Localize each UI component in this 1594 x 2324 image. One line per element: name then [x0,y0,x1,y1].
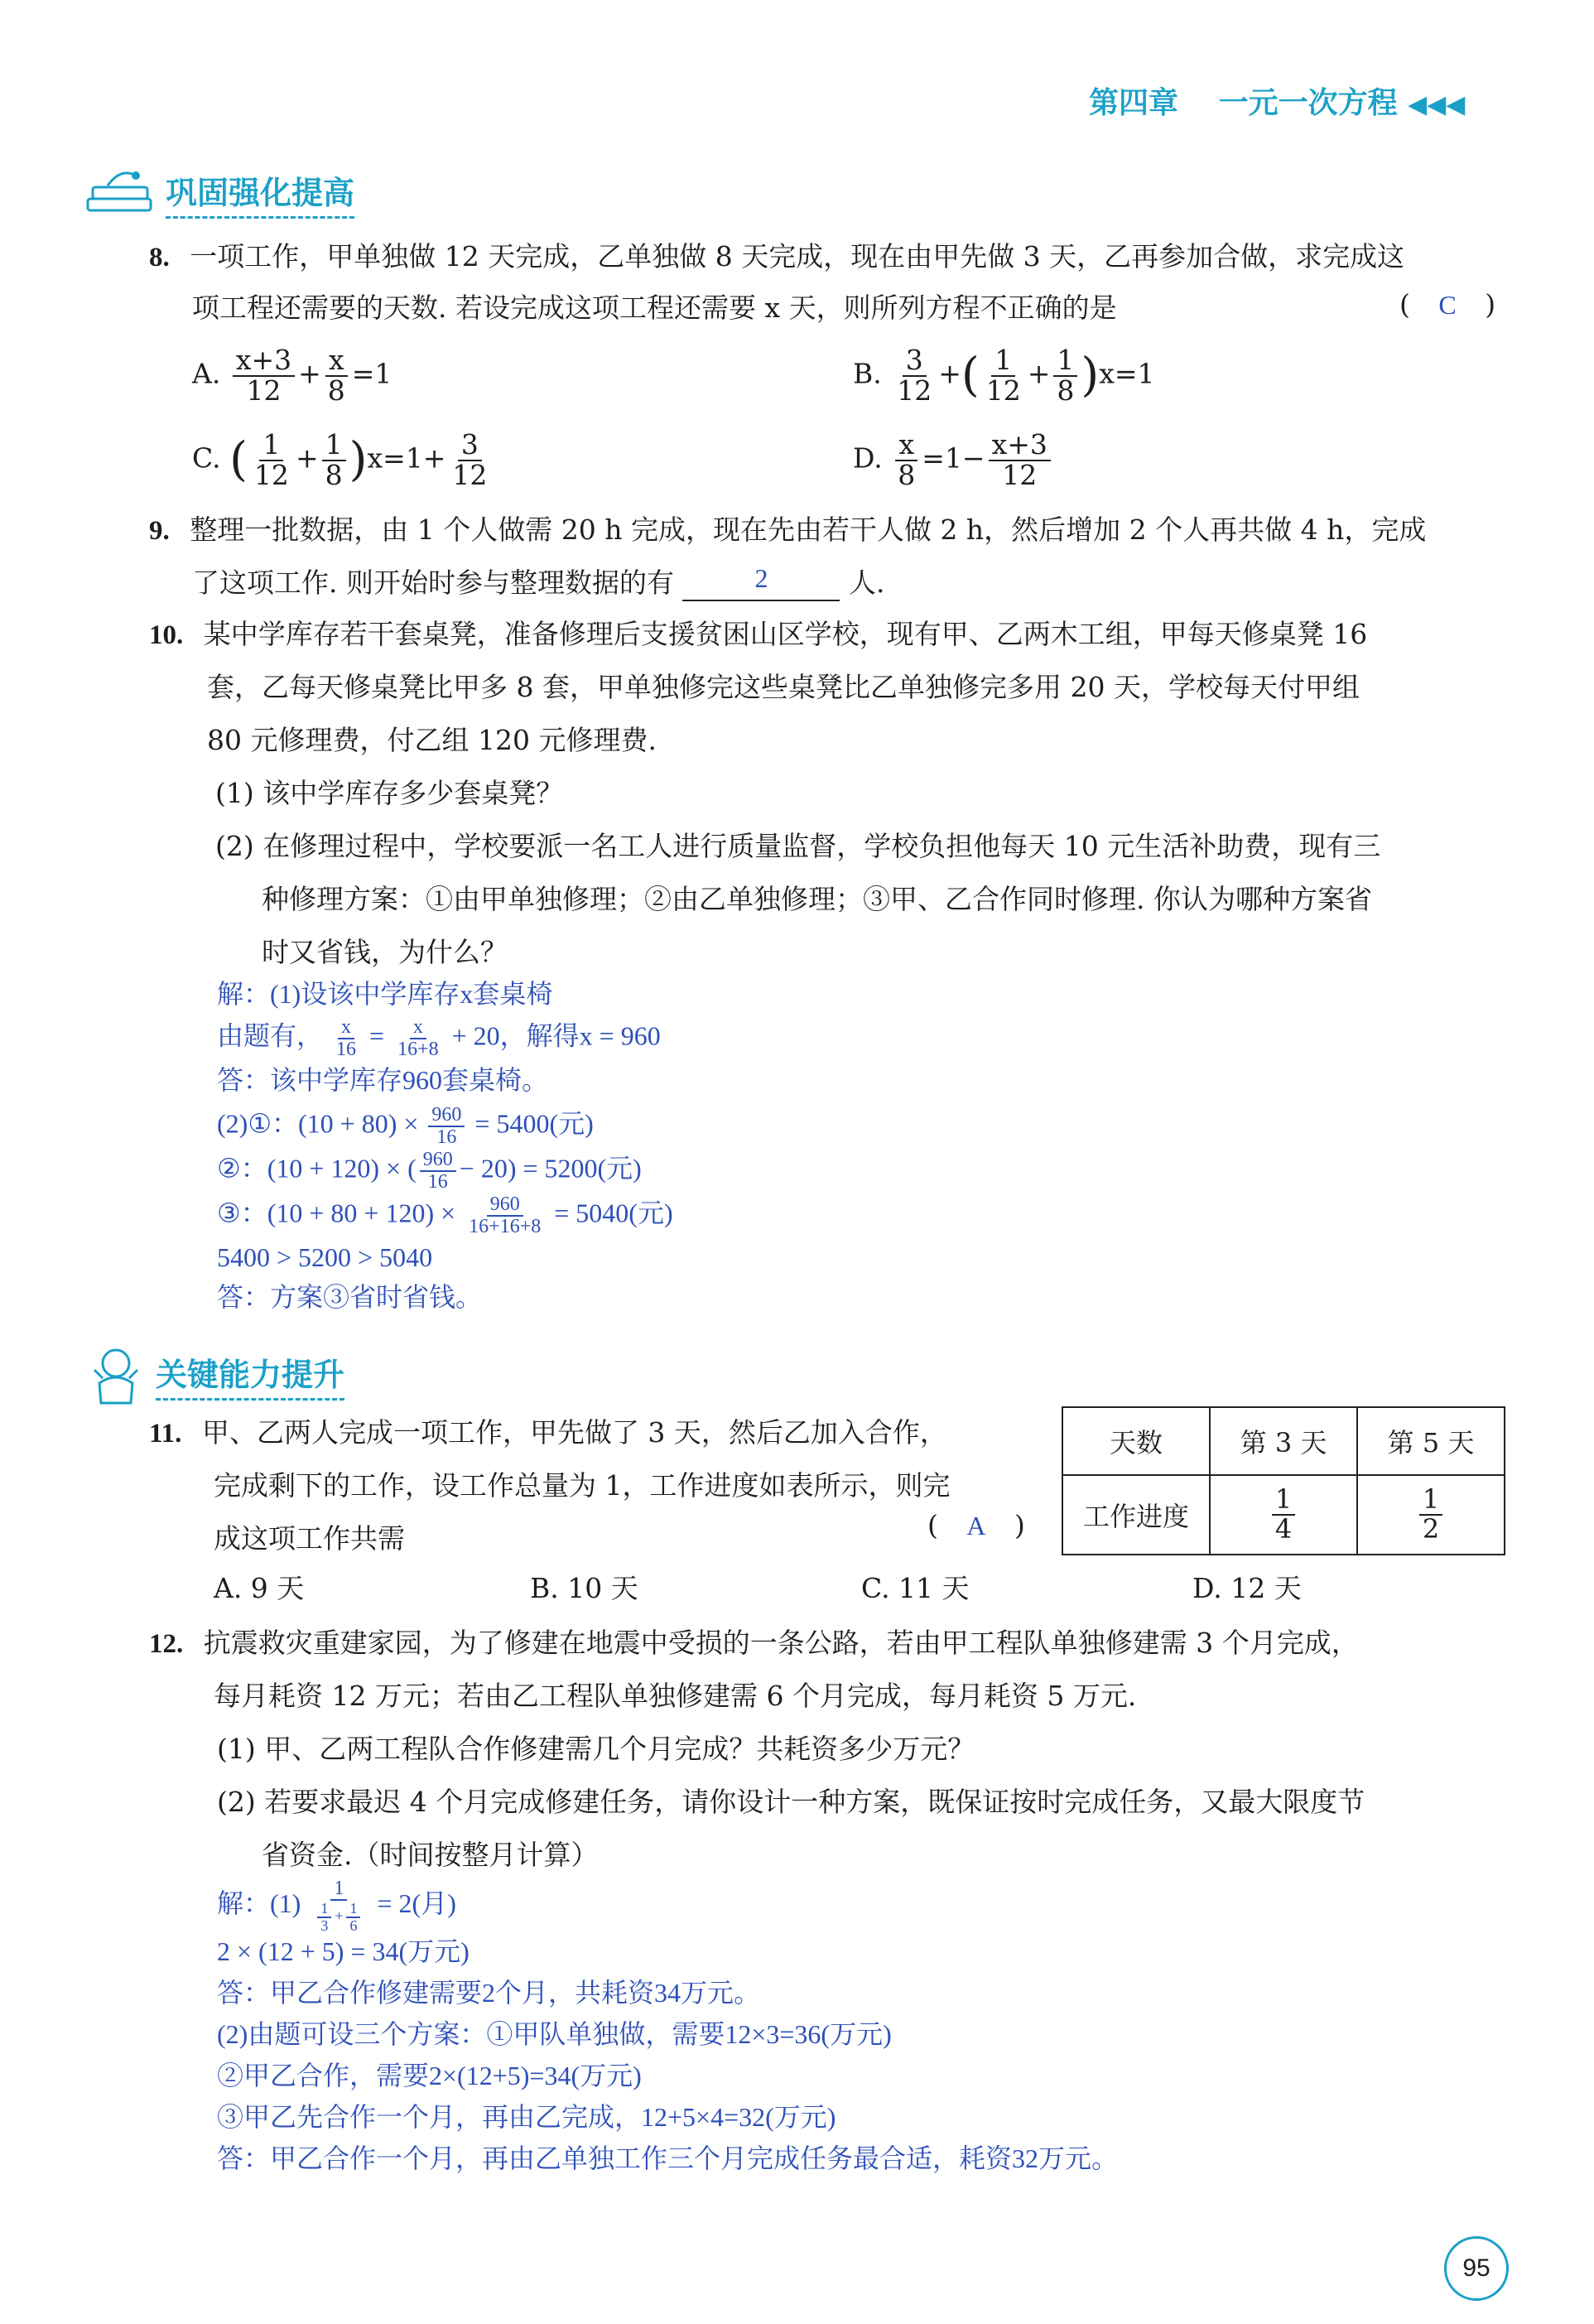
question-text: 成这项工作共需 [214,1522,405,1555]
option-a: A. 9 天 [214,1572,305,1604]
chapter-header [1089,80,1465,122]
sub-question: (1) 甲、乙两工程队合作修建需几个月完成？共耗资多少万元？ [217,1733,975,1765]
equation-rhs: =1 [351,357,392,390]
numerator: x [338,1017,354,1039]
operator: + [295,441,319,475]
question-12-line2 [214,1680,1136,1713]
denominator: 12 [985,374,1021,407]
denominator: 8 [898,458,916,491]
option-d: D. 12 天 [1192,1572,1302,1604]
question-text: 套，乙每天修桌凳比甲多 8 套，甲单独修完这些桌凳比乙单独修完多用 20 天，学校每天付甲组 [207,671,1360,703]
numerator: 1 [322,431,346,461]
solution-text: = 5400(元) [474,1108,594,1139]
question-text: 了这项工作. 则开始时参与整理数据的有 [192,567,674,599]
fraction [983,346,1024,405]
question-11-line2 [214,1469,951,1502]
numerator: x [325,346,348,377]
question-8 [149,240,1404,274]
fraction [333,1017,359,1060]
question-number: 12. [149,1629,184,1659]
solution-text: 5400 > 5200 > 5040 [217,1242,433,1272]
table-cell [1357,1475,1505,1555]
fraction [420,1150,456,1193]
denominator: 2 [1422,1513,1440,1545]
question-text: 人. [848,567,885,599]
question-text: 整理一批数据，由 1 个人做需 20 h 完成，现在先由若干人做 2 h，然后增加 2 个人再共做 4 h，完成 [190,513,1427,546]
numerator: 960 [487,1194,523,1217]
numerator: x+3 [989,431,1051,461]
option-label: C. [192,441,221,475]
option-c: C. 11 天 [861,1572,970,1604]
question-text: 项工程还需要的天数. 若设完成这项工程还需要 x 天，则所列方程不正确的是 [192,292,1117,324]
solution-text: 答：方案③省时省钱。 [217,1282,483,1312]
paren-open: ( [229,432,248,487]
sub-question: (2) 若要求最迟 4 个月完成修建任务，请你设计一种方案，既保证按时完成任务，又最大限度节 [217,1786,1365,1818]
solution-text: (2)由题可设三个方案：①甲队单独做，需要12×3=36(万元) [217,2019,892,2049]
fraction [449,428,490,491]
numerator: 1 [1053,346,1077,377]
numerator: x [895,431,917,461]
answer-bracket-11 [927,1509,1025,1542]
numerator: 960 [428,1105,465,1127]
solution-12-line3 [217,1976,760,2009]
question-10-sub2c [262,936,508,969]
denominator: 4 [1274,1513,1293,1545]
operator: = [369,1020,385,1051]
section-key-ability [83,1342,344,1408]
fraction [1419,1483,1442,1545]
chapter-label: 第四章 [1089,86,1179,120]
denominator: 16 [427,1171,448,1193]
section-title: 巩固强化提高 [166,167,354,219]
numerator: x [410,1017,426,1039]
question-10-line3 [207,724,657,757]
paren-close: ) [1081,348,1100,403]
solution-text: ②：(10 + 120) × ( [217,1153,417,1184]
solution-text: 答：该中学库存960套桌椅。 [217,1065,549,1095]
question-11-line3 [214,1522,405,1555]
answer-bracket-8 [1399,288,1495,321]
solution-10-line2 [217,1017,661,1060]
operator: + [1027,357,1051,390]
denominator: 6 [349,1917,358,1935]
solution-text: + 20，解得x = 960 [451,1020,661,1051]
bracket: ( [1399,288,1410,321]
numerator: 1 [346,1901,360,1918]
numerator: 3 [458,431,482,461]
equation-mid: =1− [922,441,985,475]
bracket: ( [927,1509,938,1541]
question-12-sub2a [217,1786,1365,1819]
denominator: 8 [1057,374,1075,407]
bracket: ) [1485,288,1496,321]
denominator [311,1901,367,1934]
bracket: ) [1014,1509,1025,1541]
table-row [1062,1475,1505,1555]
solution-text: 答：甲乙合作一个月，再由乙单独工作三个月完成任务最合适，耗资32万元。 [217,2143,1119,2173]
denominator: 16 [336,1039,357,1061]
fraction [1053,346,1077,405]
chapter-title: 一元一次方程 [1218,86,1398,120]
question-10-sub2b [262,883,1372,916]
fraction [394,1017,442,1060]
answer-choice: C [1438,290,1457,320]
denominator: 16+16+8 [469,1216,542,1238]
question-11 [149,1416,947,1450]
numerator: 1 [991,346,1015,377]
solution-text: ②甲乙合作，需要2×(12+5)=34(万元) [217,2061,642,2090]
option-d [853,428,1054,491]
table-cell [1210,1475,1357,1555]
mascot-icon [83,1342,149,1408]
question-text: 甲、乙两人完成一项工作，甲先做了 3 天，然后乙加入合作， [201,1416,947,1449]
solution-10-line4 [217,1105,594,1148]
solution-10-line7 [217,1241,432,1274]
section-title: 关键能力提升 [156,1349,344,1401]
numerator: 1 [1419,1486,1442,1516]
solution-text: = 5040(元) [554,1198,673,1228]
question-10-sub1 [215,777,563,810]
paren-close: ) [349,432,368,487]
chapter-arrows-icon: ◀◀◀ [1408,90,1466,119]
blank-answer: 2 [754,563,768,593]
equation-rhs: x=1 [1099,357,1155,390]
question-10 [149,618,1367,652]
denominator: 16+8 [397,1039,439,1061]
question-text: 某中学库存若干套桌凳，准备修理后支援贫困山区学校，现有甲、乙两木工组，甲每天修桌凳 16 [203,618,1368,650]
equation-rhs: x=1+ [367,441,446,475]
numerator: 1 [317,1901,331,1918]
sub-question: (2) 在修理过程中，学校要派一名工人进行质量监督，学校负担他每天 10 元生活补助费，现有三 [215,830,1381,862]
fraction [894,428,918,491]
solution-text: − 20) = 5200(元) [459,1153,642,1184]
solution-10-line6 [217,1194,673,1237]
solution-text: 2 × (12 + 5) = 34(万元) [217,1936,470,1966]
option-label: B. [853,357,882,390]
table-cell: 天数 [1062,1407,1210,1475]
question-text: 一项工作，甲单独做 12 天完成，乙单独做 8 天完成，现在由甲先做 3 天，乙再参加合做，求完成这 [190,240,1405,272]
numerator: x+3 [233,346,295,377]
operator: + [298,357,321,390]
question-number: 11. [149,1419,182,1449]
solution-text: ③：(10 + 80 + 120) × [217,1198,456,1228]
question-10-line2 [207,671,1360,704]
fraction [317,1901,331,1934]
sub-question: (1) 该中学库存多少套桌凳？ [215,777,564,809]
question-8-line2 [192,292,1117,325]
table-cell: 工作进度 [1062,1475,1210,1555]
question-9 [149,513,1426,547]
fraction [322,428,346,491]
denominator: 12 [253,458,289,491]
denominator: 12 [452,458,488,491]
question-10-sub2a [215,830,1380,863]
numerator: 1 [1272,1486,1295,1516]
table-cell: 第 3 天 [1210,1407,1357,1475]
option-label: D. [853,441,883,475]
solution-12-line7 [217,2142,1118,2175]
question-number: 8. [149,243,170,272]
fraction [325,346,349,405]
fraction [251,428,292,491]
solution-10-line3 [217,1063,548,1097]
answer-blank [682,563,840,601]
numerator: 1 [330,1878,347,1901]
operator: + [335,1907,344,1925]
solution-text: 解：(1) [217,1888,301,1918]
fraction [346,1901,360,1934]
question-text: 80 元修理费，付乙组 120 元修理费. [207,724,657,756]
solution-text: 答：甲乙合作修建需要2个月，共耗资34万元。 [217,1978,761,2008]
table-cell: 第 5 天 [1357,1407,1505,1475]
sub-question: 省资金.（时间按整月计算） [262,1839,599,1871]
table-row [1062,1407,1505,1475]
page-number: 95 [1444,2236,1509,2301]
fraction [233,346,295,405]
solution-12-line2 [217,1935,470,1968]
fraction [989,428,1051,491]
solution-12-line5 [217,2059,642,2092]
question-text: 完成剩下的工作，设工作总量为 1，工作进度如表所示，则完 [214,1469,951,1502]
numerator: 3 [903,346,927,377]
solution-text: = 2(月) [377,1888,456,1918]
books-icon [83,166,159,220]
denominator: 8 [327,374,345,407]
denominator: 8 [325,458,343,491]
answer-choice: A [966,1511,986,1540]
question-12 [149,1627,1359,1661]
solution-text: ③甲乙先合作一个月，再由乙完成，12+5×4=32(万元) [217,2102,836,2132]
sub-question: 种修理方案：①由甲单独修理；②由乙单独修理；③甲、乙合作同时修理. 你认为哪种方案省 [262,883,1372,915]
denominator: 12 [1002,458,1038,491]
sub-question: 时又省钱，为什么？ [262,936,508,968]
paren-open: ( [961,348,980,403]
question-number: 10. [149,620,184,650]
solution-10-line5 [217,1150,642,1193]
question-text: 抗震救灾重建家园，为了修建在地震中受损的一条公路，若由甲工程队单独修建需 3 个月完成， [203,1627,1359,1659]
numerator: 960 [420,1150,456,1172]
question-12-sub2b [262,1839,599,1872]
option-b [853,346,1155,405]
operator: + [938,357,961,390]
denominator: 12 [897,374,932,407]
solution-text: 由题有， [217,1020,324,1051]
fraction [893,346,935,405]
solution-10-line1 [217,977,552,1010]
solution-text: 解：(1)设该中学库存x套桌椅 [217,979,553,1009]
denominator: 3 [320,1917,329,1935]
option-label: A. [192,357,221,390]
progress-table [1062,1406,1505,1555]
denominator: 16 [436,1126,457,1149]
numerator: 1 [259,431,283,461]
section-consolidate [83,166,354,220]
question-12-sub1 [217,1733,975,1766]
question-text: 每月耗资 12 万元；若由乙工程队单独修建需 6 个月完成，每月耗资 5 万元. [214,1680,1137,1712]
fraction [465,1194,544,1237]
solution-12-line6 [217,2100,836,2134]
option-a [192,346,392,405]
fraction [311,1878,367,1934]
fraction [1272,1483,1295,1545]
solution-12-line1 [217,1878,456,1934]
option-c [192,428,494,491]
solution-12-line4 [217,2018,892,2051]
fraction [428,1105,465,1148]
denominator: 12 [246,374,282,407]
question-number: 9. [149,516,170,546]
solution-text: (2)①：(10 + 80) × [217,1108,419,1139]
option-b: B. 10 天 [530,1572,638,1604]
solution-10-line8 [217,1280,482,1314]
question-9-line2 [192,563,885,601]
